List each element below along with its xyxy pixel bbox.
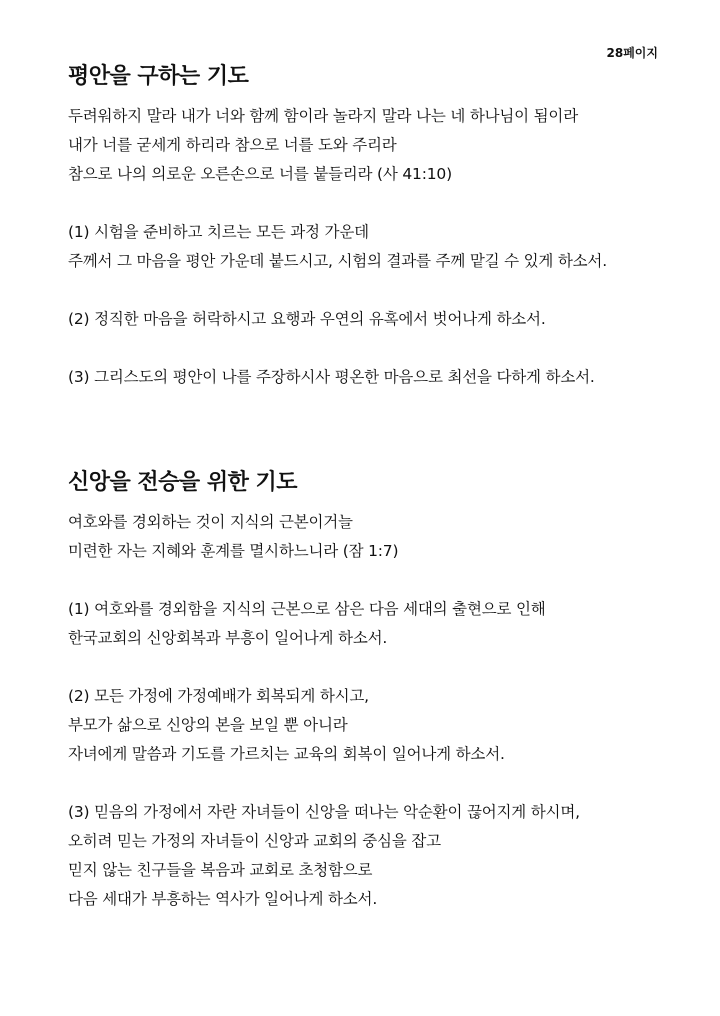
prayer-line: 부모가 삶으로 신앙의 본을 보일 뿐 아니라: [68, 716, 348, 734]
prayer-line: 자녀에게 말씀과 기도를 가르치는 교육의 회복이 일어나게 하소서.: [68, 745, 505, 763]
verse-line: 내가 너를 굳세게 하리라 참으로 너를 도와 주리라: [68, 136, 397, 154]
prayer-line: (1) 여호와를 경외함을 지식의 근본으로 삼은 다음 세대의 출현으로 인해: [68, 600, 546, 618]
spacer: [68, 334, 668, 363]
prayer-line: (2) 모든 가정에 가정예배가 회복되게 하시고,: [68, 687, 369, 705]
prayer-section-peace: [68, 58, 668, 392]
spacer: [68, 653, 668, 682]
verse-line: 미련한 자는 지혜와 훈계를 멸시하느니라 (잠 1:7): [68, 542, 399, 560]
spacer: [68, 566, 668, 595]
prayer-line: 오히려 믿는 가정의 자녀들이 신앙과 교회의 중심을 잡고: [68, 832, 441, 850]
verse-line: 참으로 나의 의로운 오른손으로 너를 붙들리라 (사 41:10): [68, 165, 452, 183]
prayer-line: 다음 세대가 부흥하는 역사가 일어나게 하소서.: [68, 890, 378, 908]
page-number: 28페이지: [606, 46, 658, 60]
prayer-line: (3) 믿음의 가정에서 자란 자녀들이 신앙을 떠나는 악순환이 끊어지게 하시며,: [68, 803, 580, 821]
prayer-line: (1) 시험을 준비하고 치르는 모든 과정 가운데: [68, 223, 369, 241]
verse-line: 여호와를 경외하는 것이 지식의 근본이거늘: [68, 513, 353, 531]
spacer: [68, 189, 668, 218]
prayer-line: 믿지 않는 친구들을 복음과 교회로 초청함으로: [68, 861, 373, 879]
verse-line: 두려워하지 말라 내가 너와 함께 함이라 놀라지 말라 나는 네 하나님이 됨이라: [68, 107, 578, 125]
prayer-section-faith-transmission: [68, 464, 668, 914]
prayer-line: 주께서 그 마음을 평안 가운데 붙드시고, 시험의 결과를 주께 맡길 수 있게 하소서.: [68, 252, 607, 270]
prayer-line: 한국교회의 신앙회복과 부흥이 일어나게 하소서.: [68, 629, 388, 647]
section-title: 평안을 구하는 기도: [68, 64, 249, 89]
document-body: [68, 58, 668, 914]
section-title: 신앙을 전승을 위한 기도: [68, 470, 297, 495]
prayer-line: (3) 그리스도의 평안이 나를 주장하시사 평온한 마음으로 최선을 다하게 하소서.: [68, 368, 595, 386]
prayer-line: (2) 정직한 마음을 허락하시고 요행과 우연의 유혹에서 벗어나게 하소서.: [68, 310, 546, 328]
spacer: [68, 276, 668, 305]
spacer: [68, 769, 668, 798]
